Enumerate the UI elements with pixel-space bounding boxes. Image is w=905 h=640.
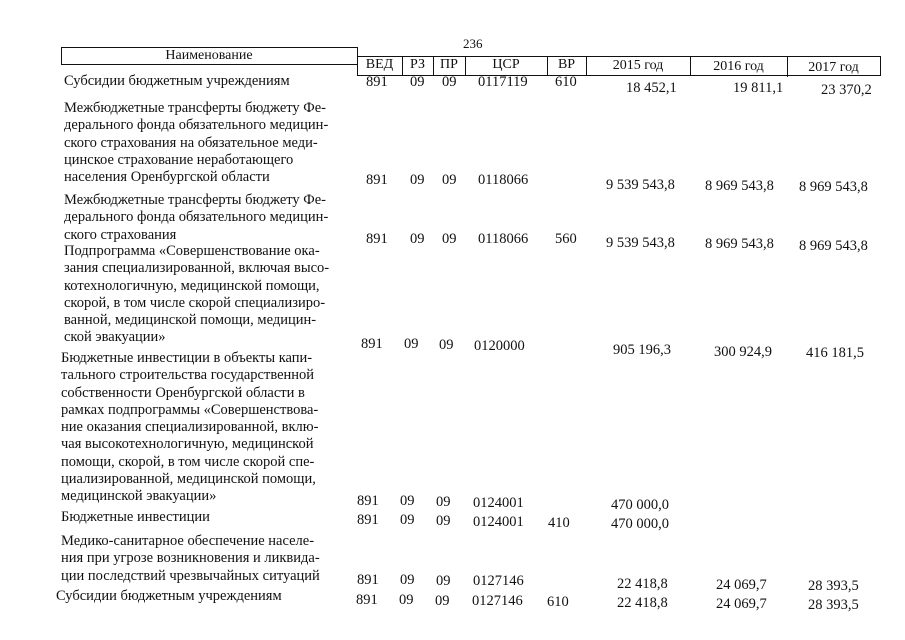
cell-2016: 8 969 543,8 <box>705 236 774 252</box>
cell-pr: 09 <box>442 172 457 188</box>
cell-vr: 560 <box>555 231 577 247</box>
row-name-line: ции последствий чрезвычайных ситуаций <box>61 567 320 584</box>
row-name-line: ние оказания специализированной, вклю- <box>61 419 319 436</box>
cell-ved: 891 <box>357 572 379 588</box>
column-header-rz: РЗ <box>410 57 425 72</box>
cell-csr: 0127146 <box>472 593 523 609</box>
cell-2017: 28 393,5 <box>808 597 859 613</box>
row-name-line: котехнологичную, медицинской помощи, <box>64 277 320 294</box>
cell-pr: 09 <box>439 337 454 353</box>
row-name-line: Подпрограмма «Совершенствование ока- <box>64 243 320 259</box>
row-name-line: Субсидии бюджетным учреждениям <box>64 73 290 89</box>
cell-2015: 9 539 543,8 <box>606 177 675 193</box>
row-name-line: зания специализированной, включая высо- <box>64 260 330 277</box>
cell-ved: 891 <box>366 231 388 247</box>
cell-2017: 23 370,2 <box>821 82 872 98</box>
cell-2017: 8 969 543,8 <box>799 238 868 254</box>
cell-2017: 28 393,5 <box>808 578 859 594</box>
row-name-line: Бюджетные инвестиции в объекты капи- <box>61 350 313 366</box>
row-name-line: дерального фонда обязательного медицин- <box>64 209 329 226</box>
row-name-line: циализированной, медицинской помощи, <box>61 471 316 488</box>
row-name <box>56 588 341 605</box>
column-header-2015: 2015 год <box>612 58 664 73</box>
row-name-line: дерального фонда обязательного медицин- <box>64 117 329 134</box>
cell-pr: 09 <box>442 74 457 90</box>
row-name-line: Медико-санитарное обеспечение населе- <box>61 533 315 549</box>
cell-rz: 09 <box>410 74 425 90</box>
cell-2016: 24 069,7 <box>716 596 767 612</box>
row-name <box>61 509 346 526</box>
column-header-vr: ВР <box>557 57 576 72</box>
cell-2015: 905 196,3 <box>613 342 671 358</box>
cell-rz: 09 <box>404 336 419 352</box>
cell-2015: 18 452,1 <box>626 80 677 96</box>
cell-2016: 8 969 543,8 <box>705 178 774 194</box>
row-name-line: чая высокотехнологичную, медицинской <box>61 436 314 453</box>
cell-pr: 09 <box>436 494 451 510</box>
row-name-line: Бюджетные инвестиции <box>61 509 210 525</box>
column-header-csr: ЦСР <box>492 57 520 72</box>
row-name-line: ского страхования на обязательное меди- <box>64 134 318 151</box>
cell-rz: 09 <box>400 512 415 528</box>
cell-rz: 09 <box>400 493 415 509</box>
cell-rz: 09 <box>399 592 414 608</box>
page-number: 236 <box>463 36 483 51</box>
cell-vr: 610 <box>547 594 569 610</box>
cell-csr: 0117119 <box>478 74 528 90</box>
cell-pr: 09 <box>435 593 450 609</box>
cell-rz: 09 <box>410 231 425 247</box>
cell-2015: 22 418,8 <box>617 576 668 592</box>
cell-2017: 8 969 543,8 <box>799 179 868 195</box>
cell-2016: 24 069,7 <box>716 577 767 593</box>
row-name-line: тального строительства государственной <box>61 367 315 384</box>
row-name-line: медицинской эвакуации» <box>61 488 217 505</box>
cell-rz: 09 <box>410 172 425 188</box>
cell-2015: 470 000,0 <box>611 516 669 532</box>
cell-ved: 891 <box>366 74 388 90</box>
row-name-line: ванной, медицинской помощи, медицин- <box>64 312 317 329</box>
row-name <box>64 243 349 347</box>
cell-2016: 19 811,1 <box>733 80 784 96</box>
column-header-pr: ПР <box>440 57 458 72</box>
cell-vr: 610 <box>555 74 577 90</box>
row-name-line: ской эвакуации» <box>64 329 166 346</box>
cell-csr: 0127146 <box>473 573 524 589</box>
row-name-line: Межбюджетные трансферты бюджету Фе- <box>64 100 326 116</box>
cell-csr: 0120000 <box>474 338 525 354</box>
column-header-name: Наименование <box>165 48 253 63</box>
cell-2015: 22 418,8 <box>617 595 668 611</box>
cell-csr: 0124001 <box>473 514 524 530</box>
row-name-line: помощи, скорой, в том числе скорой спе- <box>61 453 315 470</box>
cell-rz: 09 <box>400 572 415 588</box>
row-name <box>64 73 349 90</box>
cell-ved: 891 <box>357 493 379 509</box>
row-name-line: рамках подпрограммы «Совершенствова- <box>61 401 319 418</box>
row-name-line: населения Оренбургской области <box>64 169 270 186</box>
row-name-line: скорой, в том числе скорой специализиро- <box>64 294 326 311</box>
row-name-line: цинское страхование неработающего <box>64 151 294 168</box>
cell-pr: 09 <box>442 231 457 247</box>
cell-ved: 891 <box>357 512 379 528</box>
row-name-line: Субсидии бюджетным учреждениям <box>56 588 282 604</box>
row-name-line: собственности Оренбургской области в <box>61 384 305 401</box>
cell-2015: 9 539 543,8 <box>606 235 675 251</box>
cell-2016: 300 924,9 <box>714 344 772 360</box>
cell-csr: 0118066 <box>478 231 529 247</box>
row-name-line: Межбюджетные трансферты бюджету Фе- <box>64 192 326 208</box>
column-header-ved: ВЕД <box>365 57 394 72</box>
cell-2015: 470 000,0 <box>611 497 669 513</box>
row-name-line: ского страхования <box>64 226 177 243</box>
cell-vr: 410 <box>548 515 570 531</box>
cell-ved: 891 <box>356 592 378 608</box>
column-header-2017: 2017 год <box>808 60 859 75</box>
cell-csr: 0124001 <box>473 495 524 511</box>
cell-pr: 09 <box>436 513 451 529</box>
row-name <box>61 350 346 506</box>
row-name-line: ния при угрозе возникновения и ликвида- <box>61 550 320 567</box>
row-name <box>61 533 346 585</box>
row-name <box>64 192 349 244</box>
cell-2017: 416 181,5 <box>806 345 864 361</box>
cell-csr: 0118066 <box>478 172 529 188</box>
cell-ved: 891 <box>361 336 383 352</box>
cell-pr: 09 <box>436 573 451 589</box>
column-header-2016: 2016 год <box>713 59 764 74</box>
cell-ved: 891 <box>366 172 388 188</box>
row-name <box>64 100 349 186</box>
